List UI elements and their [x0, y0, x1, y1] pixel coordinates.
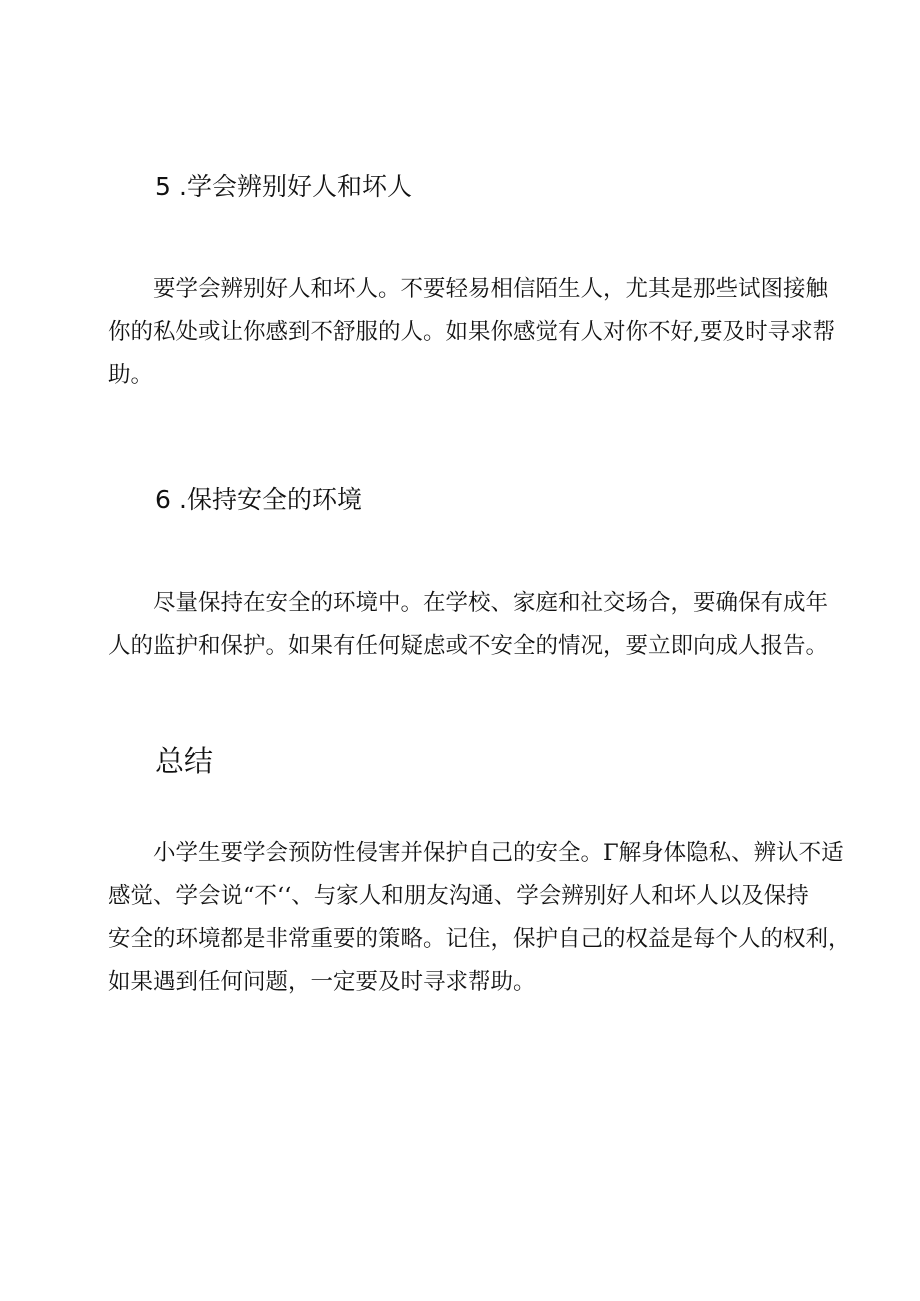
section-6-heading — [155, 483, 362, 517]
paragraph-line: 如果遇到任何问题，一定要及时寻求帮助。 — [108, 969, 536, 995]
paragraph-line: 你的私处或让你感到不舒服的人。如果你感觉有人对你不好,要及时寻求帮 — [108, 319, 836, 345]
summary-paragraph — [108, 832, 851, 1004]
paragraph-line: 助。 — [108, 362, 154, 388]
paragraph-line: 感觉、学会说“不‘‘、与家人和朋友沟通、学会辨别好人和坏人以及保持 — [108, 883, 809, 909]
paragraph-line: 小学生要学会预防性侵害并保护自己的安全。Γ解身体隐私、辨认不适 — [153, 840, 844, 866]
section-5-number: 5 — [155, 172, 171, 201]
paragraph-line: 人的监护和保护。如果有任何疑虑或不安全的情况，要立即向成人报告。 — [108, 633, 829, 659]
section-6-number: 6 — [155, 485, 171, 514]
paragraph-line: 要学会辨别好人和坏人。不要轻易相信陌生人，尤其是那些试图接触 — [153, 276, 829, 302]
section-5-heading — [155, 170, 412, 204]
section-6-paragraph — [108, 582, 829, 668]
section-5-paragraph — [108, 268, 836, 397]
section-6-title: .保持安全的环境 — [179, 485, 362, 514]
section-5-title: .学会辨别好人和坏人 — [179, 172, 412, 201]
paragraph-line: 尽量保持在安全的环境中。在学校、家庭和社交场合，要确保有成年 — [153, 590, 829, 616]
summary-heading: 总结 — [155, 744, 214, 778]
paragraph-line: 安全的环境都是非常重要的策略。记住，保护自己的权益是每个人的权利， — [108, 926, 851, 952]
